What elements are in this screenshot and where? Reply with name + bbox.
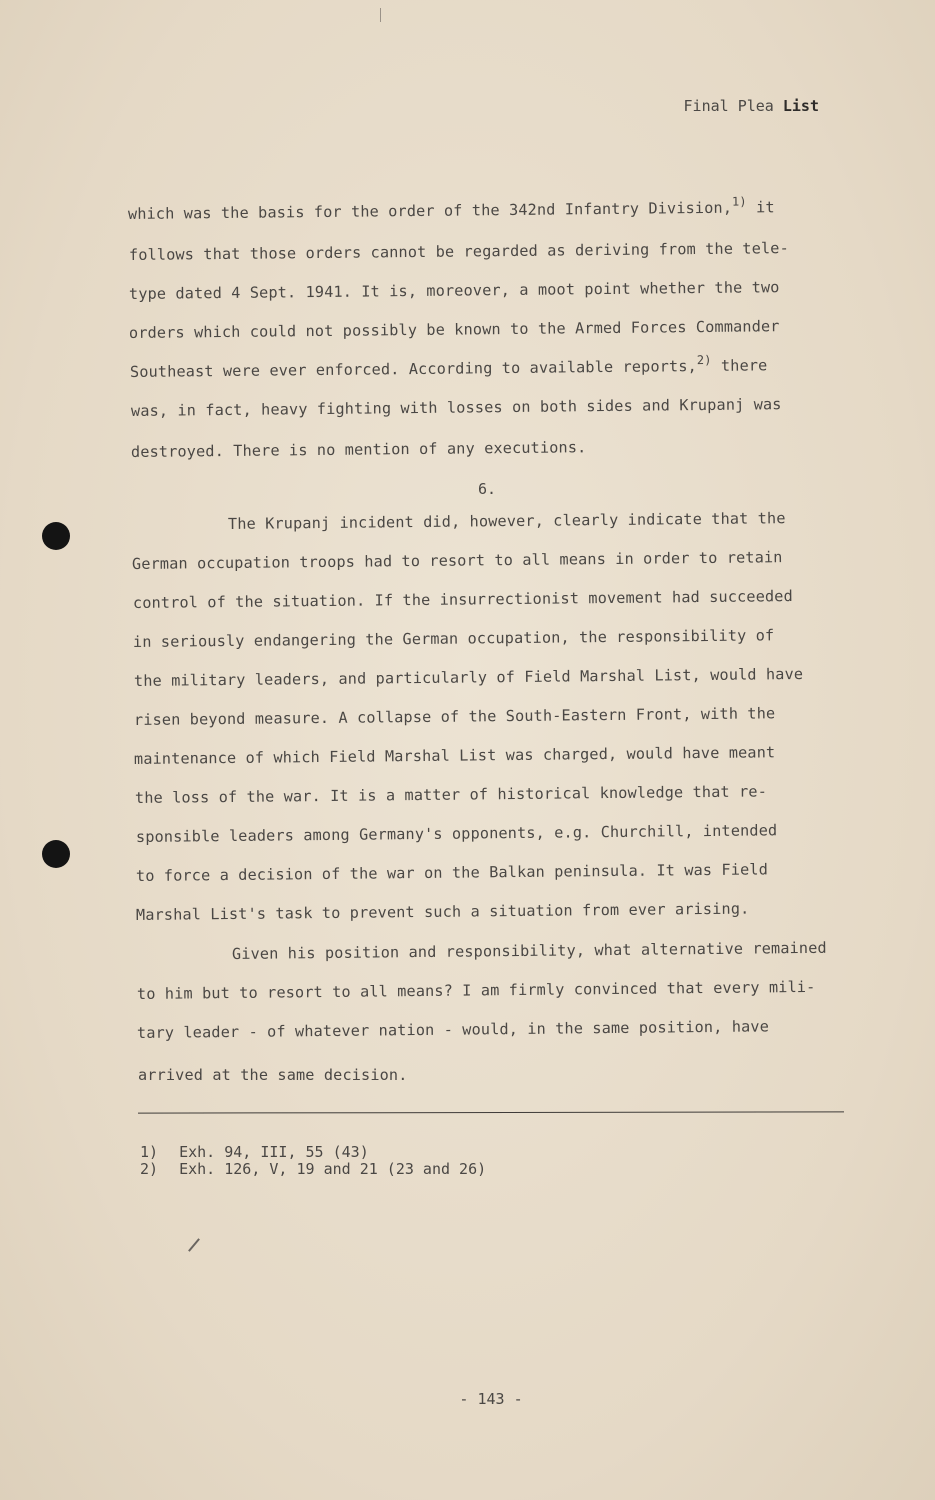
text-line: in seriously endangering the German occupation, the responsibility of — [132, 626, 775, 651]
text-line: control of the situation. If the insurrectionist movement had succeeded — [132, 587, 793, 612]
text-line: which was the basis for the order of the 342nd Infantry Division,$^{1)}$ it — [127, 194, 775, 223]
footnote-1 — [140, 1143, 369, 1161]
text-line: was, in fact, heavy fighting with losses on both sides and Krupanj was — [130, 395, 782, 420]
punch-hole-top — [42, 522, 70, 550]
footnote-text: Exh. 126, V, 19 and 21 (23 and 26) — [179, 1160, 487, 1178]
text-line: destroyed. There is no mention of any executions. — [130, 438, 587, 461]
text-line: The Krupanj incident did, however, clearly indicate that the — [227, 509, 786, 533]
footnote-2 — [140, 1160, 486, 1178]
text-line: follows that those orders cannot be regarded as deriving from the tele- — [128, 239, 789, 264]
text-line: arrived at the same decision. — [138, 1066, 408, 1084]
text-line: orders which could not possibly be known to the Armed Forces Commander — [128, 317, 780, 342]
section-number: 6. — [478, 480, 497, 498]
text-line: sponsible leaders among Germany's opponents, e.g. Churchill, intended — [135, 821, 778, 846]
text-line: risen beyond measure. A collapse of the South-Eastern Front, with the — [133, 704, 776, 729]
text-line: the loss of the war. It is a matter of historical knowledge that re- — [134, 782, 768, 807]
footnote-ref-2: 2) — [696, 352, 712, 368]
text-line: type dated 4 Sept. 1941. It is, moreover, a moot point whether the two — [128, 278, 780, 303]
stray-mark — [380, 8, 381, 22]
header-title-name: List — [782, 97, 819, 115]
punch-hole-bottom — [42, 840, 70, 868]
text-line: tary leader - of whatever nation - would, in the same position, have — [136, 1017, 770, 1042]
text-line: to him but to resort to all means? I am firmly convinced that every mili- — [136, 977, 816, 1003]
text-line: the military leaders, and particularly of Field Marshal List, would have — [133, 664, 804, 690]
footnote-text: Exh. 94, III, 55 (43) — [179, 1143, 369, 1161]
text-line: to force a decision of the war on the Balkan peninsula. It was Field — [135, 860, 769, 885]
header-title-prefix: Final Plea — [683, 97, 774, 115]
text-line: Given his position and responsibility, what alternative remained — [231, 938, 827, 963]
text-line: Southeast were ever enforced. According to available reports,$^{2)}$ there — [129, 352, 768, 381]
text-line: German occupation troops had to resort to all means in order to retain — [131, 548, 783, 573]
footnote-marker: 1) — [140, 1143, 159, 1161]
footnote-separator-line — [138, 1111, 844, 1113]
footnote-marker: 2) — [140, 1160, 159, 1178]
text-line: Marshal List's task to prevent such a situation from ever arising. — [135, 899, 750, 924]
page-number: - 143 - — [459, 1390, 523, 1408]
pencil-mark — [188, 1238, 200, 1252]
page-header — [684, 97, 819, 115]
text-line: maintenance of which Field Marshal List was charged, would have meant — [133, 743, 776, 768]
footnote-ref-1: 1) — [731, 194, 747, 209]
